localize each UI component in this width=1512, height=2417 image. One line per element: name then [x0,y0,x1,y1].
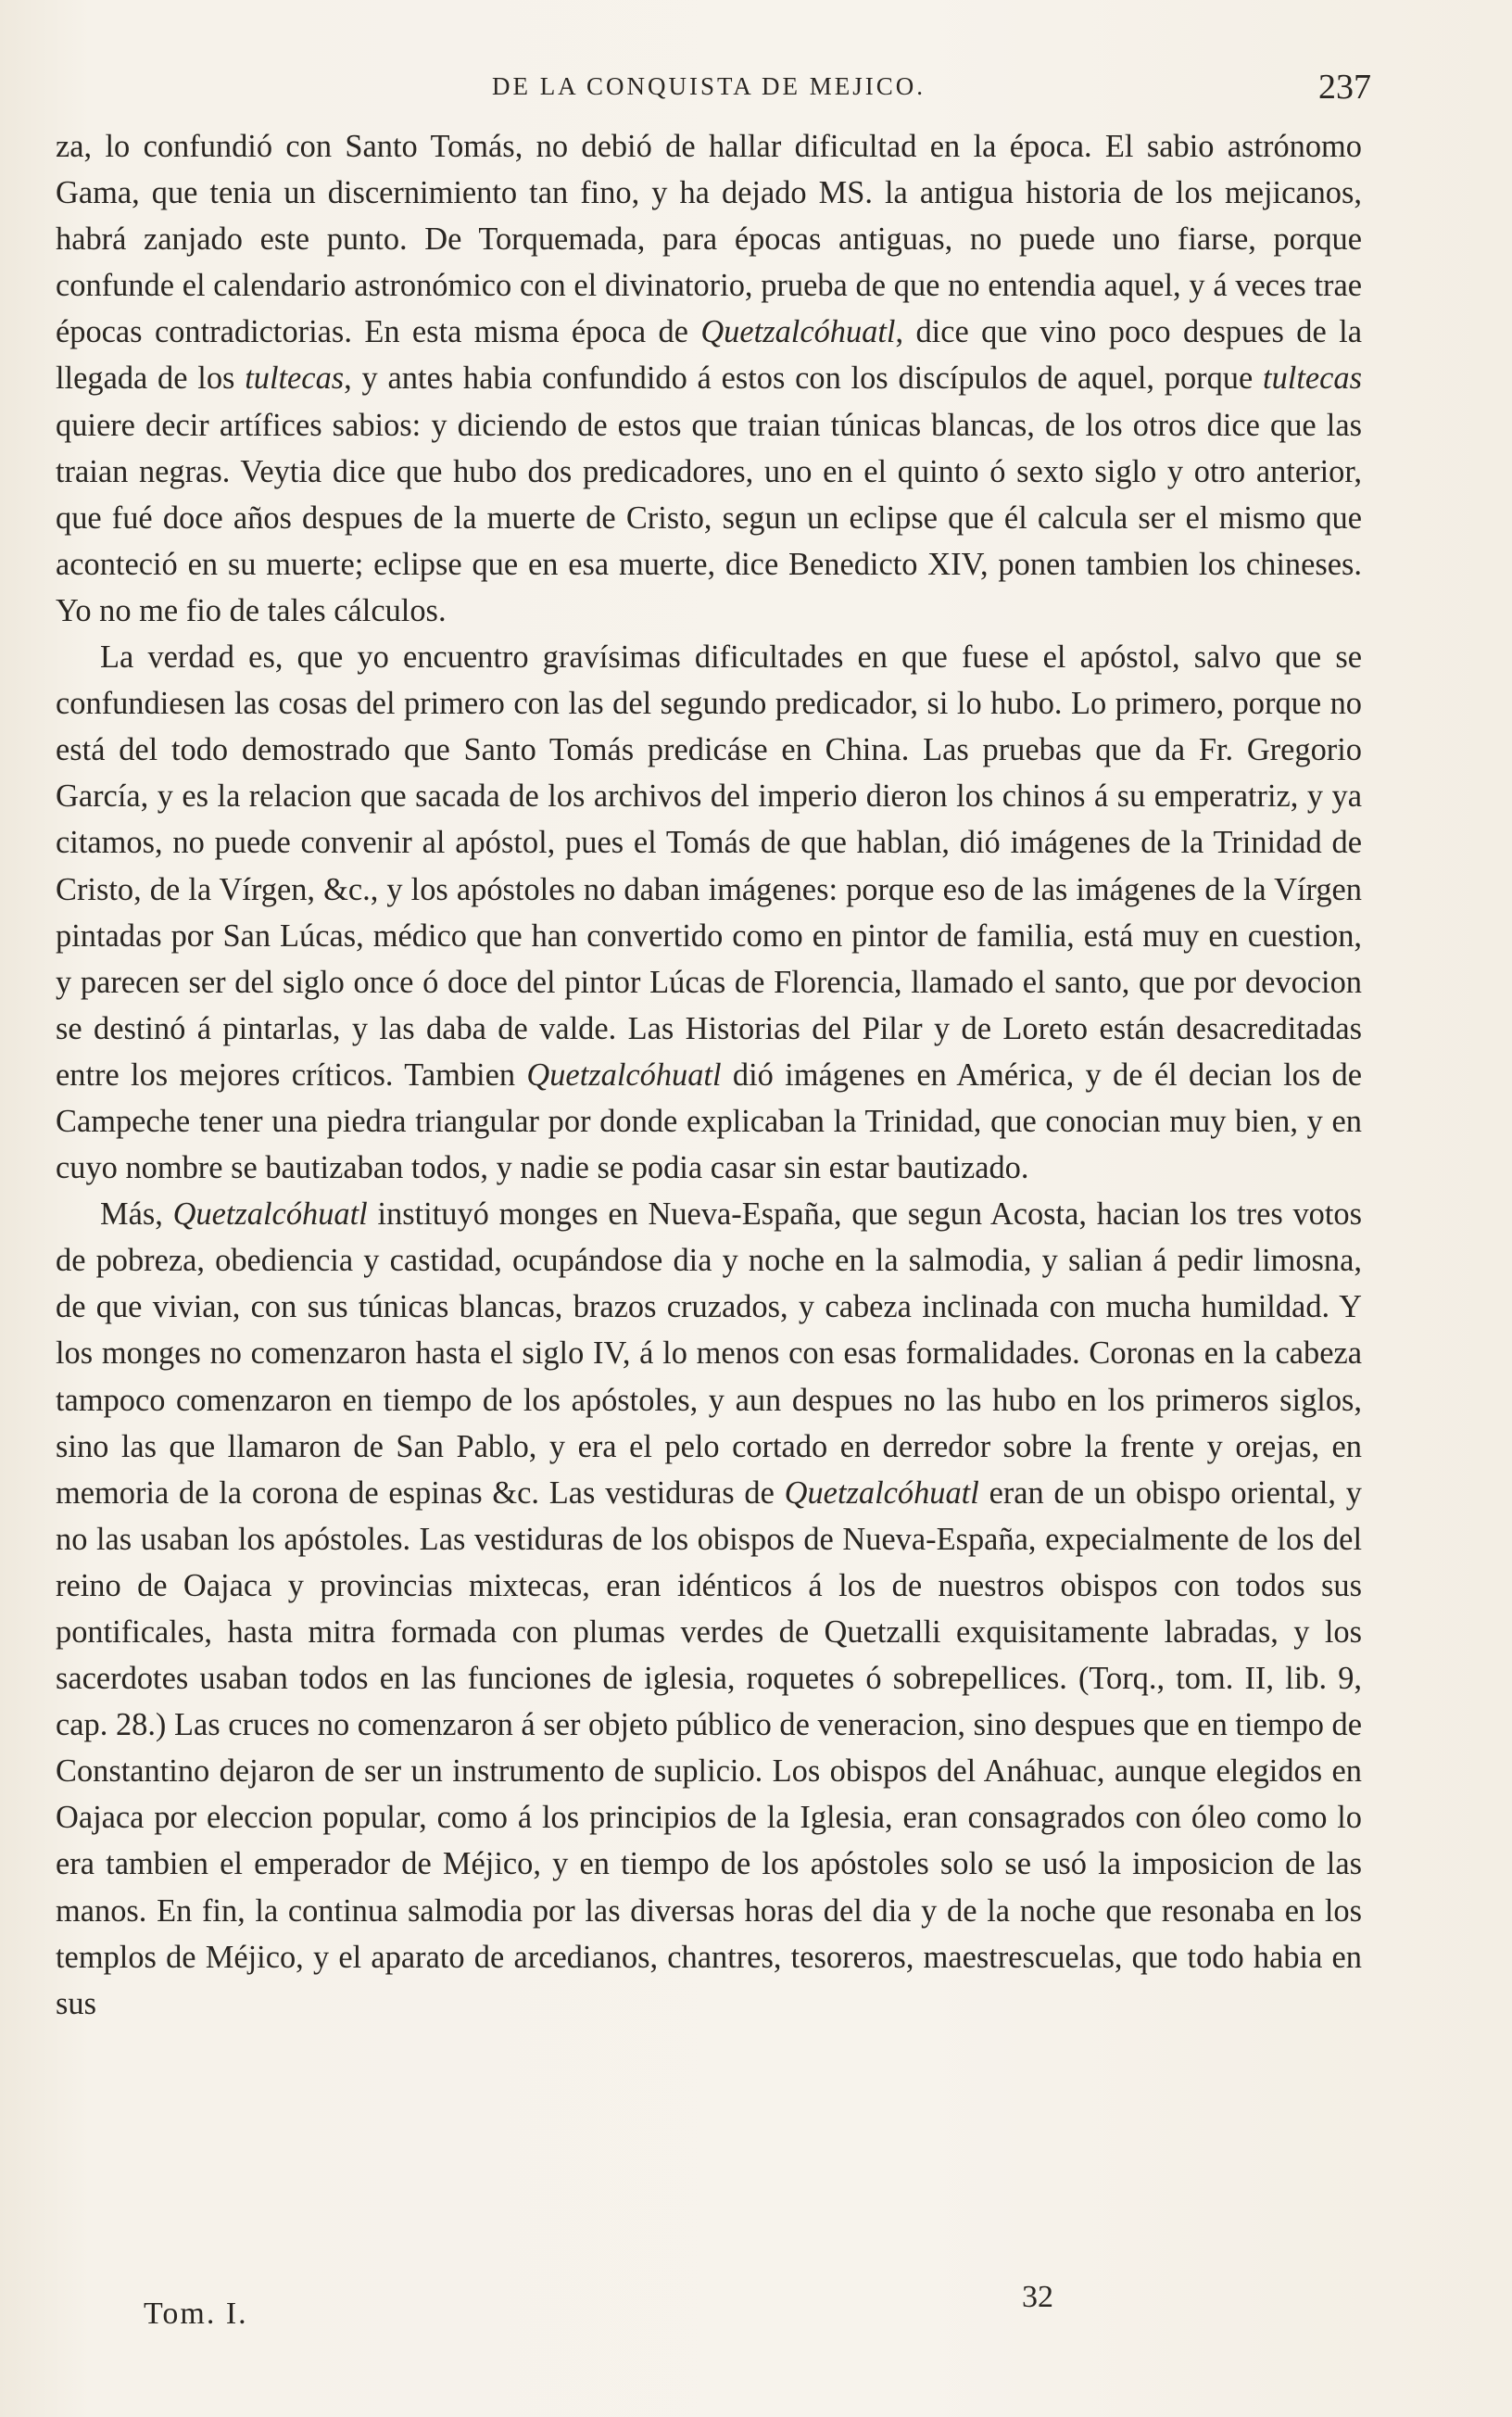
italic-term: tultecas [1263,361,1362,397]
page-footer [56,2280,1362,2335]
text-run: za, lo confundió con Santo Tomás, no debió de hallar dificultad en la época. El sabio astrónomo Gama, que tenia un discernimiento tan fino, y ha dejado MS. la antigua historia de los mejicanos, habrá zanjado este punto. De Torquemada, para épocas antiguas, no puede uno fiarse, porque confunde el calendario astronómico con el divinatorio, prueba de que no entendia aquel, y á veces trae épocas contradictorias. En esta misma época de [56,129,1362,350]
text-run: , y antes habia confundido á estos con los discípulos de aquel, porque [344,361,1264,397]
text-run: Más, [100,1196,173,1233]
text-run: dió imágenes en América, y de él decian los de Campeche tener una piedra triangular por donde explicaban la Trinidad, que conocian muy bien, y en cuyo nombre se bautizaban todos, y nadie se podia casar sin estar bautizado. [56,1057,1362,1186]
body-text [56,123,1362,2027]
italic-term: tultecas [245,361,345,397]
running-title: DE LA CONQUISTA DE MEJICO. [491,72,926,100]
text-run: instituyó monges en Nueva-España, que segun Acosta, hacian los tres votos de pobreza, obediencia y castidad, ocupándose dia y noche en la salmodia, y salian á pedir limosna, de que vivian, con sus túnicas blancas, brazos cruzados, y cabeza inclinada con mucha humildad. Y los monges no comenzaron hasta el siglo IV, á lo menos con esas formalidades. Coronas en la cabeza tampoco comenzaron en tiempo de los apóstoles, y aun despues no las hubo en los primeros siglos, sino las que llamaron de San Pablo, y era el pelo cortado en derredor sobre la frente y orejas, en memoria de la corona de espinas &c. Las vestiduras de [56,1196,1363,1511]
sheet-number: 32 [1022,2280,1053,2314]
text-run: La verdad es, que yo encuentro gravísimas dificultades en que fuese el apóstol, salvo que se confundiesen las cosas del primero con las del segundo predicador, si lo hubo. Lo primero, porque no está del todo demostrado que Santo Tomás predicáse en China. Las pruebas que da Fr. Gregorio García, y es la relacion que sacada de los archivos del imperio dieron los chinos á su emperatriz, y ya citamos, no puede convenir al apóstol, pues el Tomás de que hablan, dió imágenes de la Trinidad de Cristo, de la Vírgen, &c., y los apóstoles no daban imágenes: porque eso de las imágenes de la Vírgen pintadas por San Lúcas, médico que han convertido como en pintor de familia, está muy en cuestion, y parecen ser del siglo once ó doce del pintor Lúcas de Florencia, llamado el santo, que por devocion se destinó á pintarlas, y las daba de valde. Las Historias del Pilar y de Loreto están desacreditadas entre los mejores críticos. Tambien [56,639,1362,1093]
page-number: 237 [1318,68,1371,107]
italic-term: Quetzalcóhuatl [784,1474,979,1511]
italic-term: Quetzalcóhuatl [700,314,896,350]
paragraph [56,634,1362,1191]
italic-term: Quetzalcóhuatl [172,1196,368,1233]
paragraph [56,123,1362,634]
page-header [56,68,1371,117]
text-run: , dice que vino poco despues de la llegada de los [56,314,1362,397]
text-run: quiere decir artífices sabios: y diciendo de estos que traian túnicas blancas, de los otros dice que las traian negras. Veytia dice que hubo dos predicadores, uno en el quinto ó sexto siglo y otro anterior, que fué doce años despues de la muerte de Cristo, segun un eclipse que él calcula ser el mismo que aconteció en su muerte; eclipse que en esa muerte, dice Benedicto XIV, ponen tambien los chineses. Yo no me fio de tales cálculos. [56,407,1362,628]
volume-signature: Tom. I. [144,2297,248,2331]
paragraph [56,1191,1362,2027]
italic-term: Quetzalcóhuatl [526,1057,722,1093]
text-run: eran de un obispo oriental, y no las usaban los apóstoles. Las vestiduras de los obispos de Nueva-España, expecialmente de los del reino de Oajaca y provincias mixtecas, eran idénticos á los de nuestros obispos con todos sus pontificales, hasta mitra formada con plumas verdes de Quetzalli exquisitamente labradas, y los sacerdotes usaban todos en las funciones de iglesia, roquetes ó sobrepellices. (Torq., tom. II, lib. 9, cap. 28.) Las cruces no comenzaron á ser objeto público de veneracion, sino despues que en tiempo de Constantino dejaron de ser un instrumento de suplicio. Los obispos del Anáhuac, aunque elegidos en Oajaca por eleccion popular, como á los principios de la Iglesia, eran consagrados con óleo como lo era tambien el emperador de Méjico, y en tiempo de los apóstoles solo se usó la imposicion de las manos. En fin, la continua salmodia por las diversas horas del dia y de la noche que resonaba en los templos de Méjico, y el aparato de arcedianos, chantres, tesoreros, maestrescuelas, que todo habia en sus [56,1474,1362,2021]
